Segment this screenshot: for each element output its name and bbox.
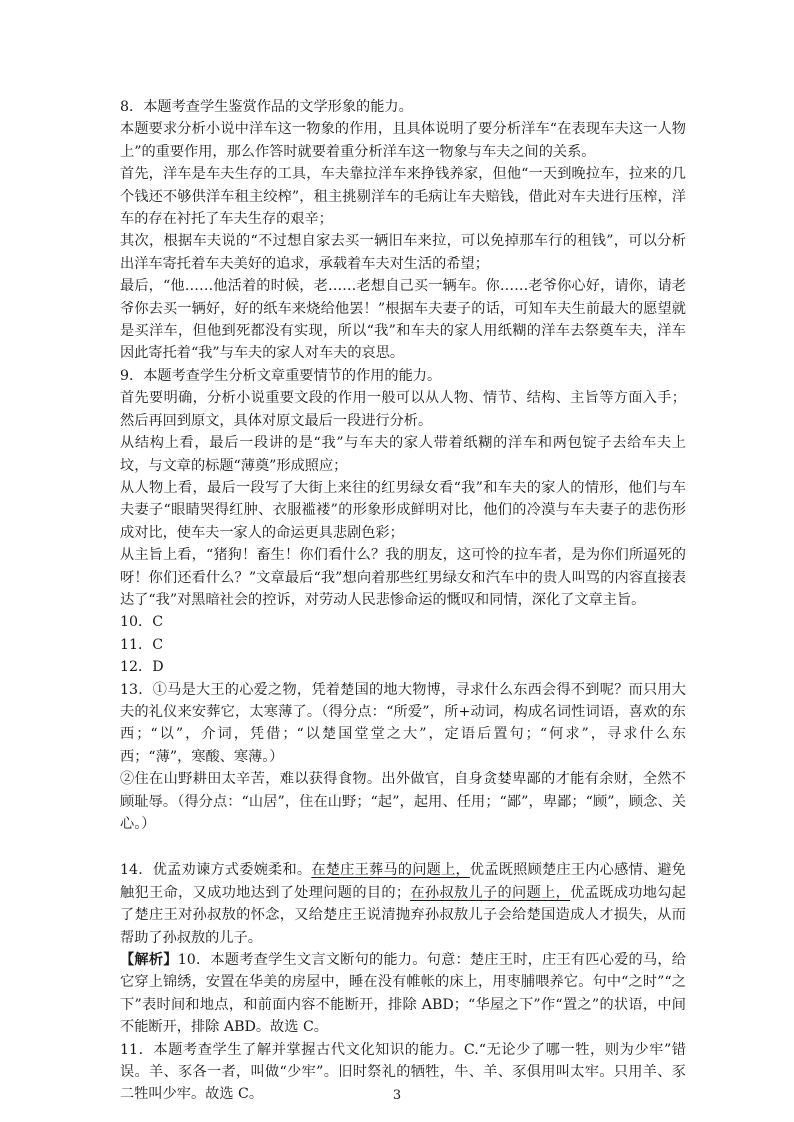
document-body	[120, 96, 686, 1106]
q14-lead: 14．优孟劝谏方式委婉柔和。	[120, 862, 312, 879]
q9-title: 9．本题考查学生分析文章重要情节的作用的能力。	[120, 367, 442, 384]
q8-last: 最后，“他……他活着的时候，老……老想自己买一辆车。你……老爷你心好，请你，请老爷你去买一辆好，好的纸车来烧给他罢！”根据车夫妻子的话，可知车夫生前最大的愿望就是买洋车，但他到死都没有实现，所以“我”和车夫的家人用纸糊的洋车去祭奠车夫，洋车因此寄托着“我”与车夫的家人对车夫的哀思。	[120, 278, 686, 362]
analysis-10	[120, 949, 686, 1039]
answer-10: 10．C	[120, 614, 164, 631]
answer-11: 11．C	[120, 636, 164, 653]
q14-mid: 优孟既照顾楚庄王内心感情、避免触犯王命，又成功地达到了处理问题的目的；	[120, 862, 686, 901]
q9-structure: 从结构上看，最后一段讲的是“我”与车夫的家人带着纸糊的洋车和两包锭子去给车夫上坟，与文章的标题“薄奠”形成照应；	[120, 435, 686, 474]
answer-12: 12．D	[120, 659, 164, 676]
q9-theme: 从主旨上看，“猪狗！畜生！你们看什么？我的朋友，这可怜的拉车者，是为你们所逼死的呀！你们还看什么？”文章最后“我”想向着那些红男绿女和汽车中的贵人叫骂的内容直接表达了“我”对黑暗社会的控诉，对劳动人民悲惨命运的慨叹和同情，深化了文章主旨。	[120, 547, 686, 608]
q9-intro: 首先要明确，分析小说重要文段的作用一般可以从人物、情节、结构、主旨等方面入手；然后再回到原文，具体对原文最后一段进行分析。	[120, 390, 686, 429]
q8-title: 8．本题考查学生鉴赏作品的文学形象的能力。	[120, 99, 413, 115]
q8-intro: 本题要求分析小说中洋车这一物象的作用，且具体说明了要分析洋车“在表现车夫这一人物上”的重要作用，那么作答时就要着重分析洋车这一物象与车夫之间的关系。	[120, 121, 686, 160]
q14-answer	[120, 859, 686, 949]
analysis-label: 【解析】	[120, 952, 178, 969]
q9-character: 从人物上看，最后一段写了大街上来往的红男绿女看“我”和车夫的家人的情形，他们与车夫妻子“眼睛哭得红肿、衣服褴褛”的形象形成鲜明对比，他们的冷漠与车夫妻子的悲伤形成对比，使车夫一家人的命运更具悲剧色彩；	[120, 479, 686, 541]
analysis-10-text: 10．本题考查学生文言文断句的能力。句意：楚庄王时，庄王有匹心爱的马，给它穿上锦绣，安置在华美的房屋中，睡在没有帷帐的床上，用枣脯喂养它。句中“之时”“之下”表时间和地点，和前面内容不能断开，排除 ABD；“华屋之下”作“置之”的状语，中间不能断开，排除 ABD。故选 C。	[120, 952, 686, 1036]
q14-underline-2: 在孙叔敖儿子的问题上，	[410, 884, 571, 901]
q14-tail: 优孟既成功地勾起了楚庄王对孙叔敖的怀念，又给楚庄王说清抛弃孙叔敖儿子会给楚国造成人才损失，从而帮助了孙叔敖的儿子。	[120, 884, 686, 946]
q13-part2: ②住在山野耕田太辛苦，难以获得食物。出外做官，自身贪婪卑鄙的才能有余财，全然不顾耻辱。（得分点：“山居”，住在山野；“起”，起用、任用；“鄙”，卑鄙；“顾”，顾念、关心。）	[120, 771, 686, 832]
analysis-11: 11．本题考查学生了解并掌握古代文化知识的能力。C.“无论少了哪一牲，则为少牢”错误。羊、豕各一者，叫做“少牢”。旧时祭礼的牺牲，牛、羊、豕俱用叫太牢。只用羊、豕二牲叫少牢。故选 C。	[120, 1041, 686, 1103]
blank-line	[120, 835, 686, 859]
q13-part1: 13．①马是大王的心爱之物，凭着楚国的地大物博，寻求什么东西会得不到呢？而只用大夫的礼仪来安葬它，太寒薄了。（得分点：“所爱”，所+动词，构成名词性词语，喜欢的东西；“以”，介词，凭借；“以楚国堂堂之大”，定语后置句；“何求”，寻求什么东西；“薄”，寒酸、寒薄。）	[120, 681, 686, 765]
q8-first: 首先，洋车是车夫生存的工具，车夫靠拉洋车来挣钱养家，但他“一天到晚拉车，拉来的几个钱还不够供洋车租主绞榨”，租主挑剔洋车的毛病让车夫赔钱，借此对车夫进行压榨，洋车的存在衬托了车夫生存的艰辛；	[120, 166, 686, 228]
q14-underline-1: 在楚庄王葬马的问题上，	[311, 862, 470, 879]
page-number: 3	[392, 1088, 402, 1103]
q8-second: 其次，根据车夫说的“不过想自家去买一辆旧车来拉，可以免掉那车行的租钱”，可以分析出洋车寄托着车夫美好的追求，承载着车夫对生活的希望；	[120, 233, 686, 272]
